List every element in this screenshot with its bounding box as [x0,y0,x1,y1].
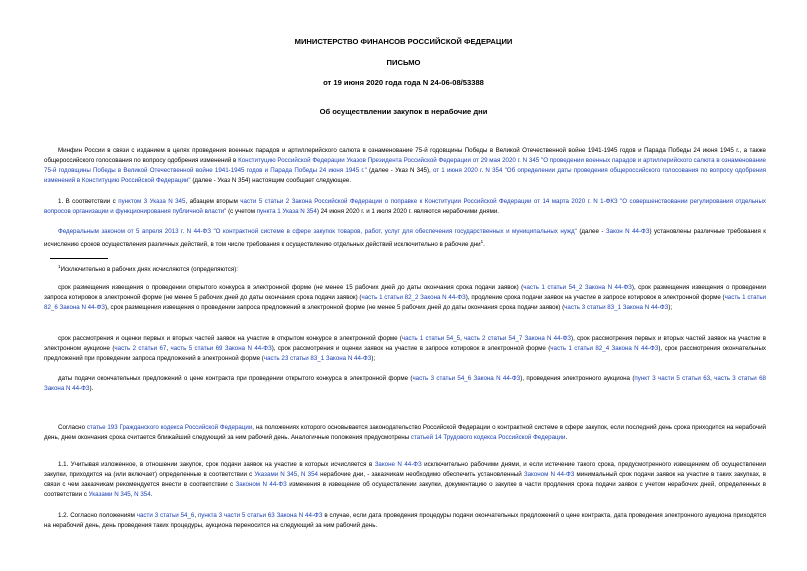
text: даты подачи окончательных предложений о цене контракта при проведении открытого конкурса в электронной форме ( [58,375,413,382]
footnote-separator [50,258,108,259]
link[interactable]: пункта 3 части 5 статьи 63 Закона N 44-ФЗ [197,512,323,519]
link-decree-345[interactable]: Указов Президента Российской Федерации от 29 мая 2020 г. N 345 "О проведении военных парадов и артиллерийского салюта в ознаменование 75-й годовщины Победы в Великой Отечественной войне 1941-1945 годов и Парада Победы 24 июня 1945 г." [44,157,766,174]
link[interactable]: часть 3 статьи 68 Закона N 44-ФЗ [44,375,766,392]
text: срок рассмотрения и оценки первых и вторых частей заявок на участие в открытом конкурсе в электронной форме ( [58,335,402,342]
link-law-44fz[interactable]: Закон N 44-ФЗ [605,228,650,235]
paragraph-1-2 [44,511,766,531]
link-fkz-1[interactable]: части 5 статьи 2 Закона Российской Федерации о поправке к Конституции Российской Федерации от 14 марта 2020 г. N 1-ФКЗ "О совершенствовании регулирования отдельных вопросов организации и функционирования публичной власти" [44,198,766,215]
text: , [194,512,198,519]
text: , [297,471,302,478]
text: . [483,241,485,249]
link-federal-law-44fz[interactable]: Федеральным законом от 5 апреля 2013 г. N 44-ФЗ "О контрактной системе в сфере закупок товаров, работ, услуг для обеспечения государственных и муниципальных нужд" [58,228,577,235]
text: Минфин России в связи с изданием в целях проведения военных парадов и артиллерийского салюта в ознаменование 75-й годовщины Победы в Великой Отечественной войне 1941-1945 годов и Парада Победы 24 июня 1945 г., а также общероссийского голосования по вопросу одобрения изменений в [44,147,766,164]
link-constitution[interactable]: Конституцию Российской Федерации [238,157,345,164]
footnote-text: Исключительно в рабочих днях исчисляются (определяются): [60,266,239,274]
link-decree-345-p3[interactable]: пунктом 3 Указа N 345 [118,198,186,205]
text: ), продление срока подачи заявок на участие в запросе котировок в электронной форме ( [465,294,725,301]
document-subject: Об осуществлении закупок в нерабочие дни [319,107,488,116]
text: ), срок размещения извещения о проведении запроса предложений в электронной форме (не менее 5 рабочих дней до даты окончания срока подачи заявок) ( [105,304,565,311]
text: , [166,345,171,352]
text: ), проведения электронного аукциона ( [520,375,635,382]
text: (далее - Указ N 345), [366,167,433,174]
text: , [710,375,715,382]
link[interactable]: часть 23 статьи 83_1 Закона N 44-ФЗ [263,355,372,362]
link[interactable]: части 3 статьи 54_6 [136,512,195,519]
link[interactable]: часть 2 статьи 54_7 Закона N 44-ФЗ [464,335,572,342]
link[interactable]: N 354 [134,491,151,498]
link[interactable]: часть 3 статьи 54_6 Закона N 44-ФЗ [412,375,521,382]
text: ), срок рассмотрения и оценки заявок на участие в запросе котировок в электронной форме ( [271,345,551,352]
link[interactable]: часть 1 статьи 82_6 Закона N 44-ФЗ [44,294,767,311]
text: , абзацем вторым [185,198,241,205]
link[interactable]: пункт 3 части 5 статьи 63 [634,375,711,382]
link[interactable]: Законе N 44-ФЗ [374,461,422,468]
text: ), срок размещения извещения о проведении запроса котировок в электронной форме (не менее 5 рабочих дней до даты окончания срока подачи заявок) ( [44,284,767,301]
text: ) 24 июня 2020 г. и 1 июля 2020 г. являются нерабочими днями. [316,208,499,215]
text: исключительно рабочими днями, и если истечение такого срока, предусмотренного извещением об осуществлении закупки, приходится на (или включает) определенные в соответствии с [44,461,766,478]
text: 1.1. Учитывая изложенное, в отношении закупок, срок подачи заявок на участие в которых исчисляется в [58,461,375,468]
text: ); [371,355,376,362]
paragraph-1-1 [44,460,766,500]
text: 1.2. Согласно положениям [58,512,137,519]
link[interactable]: Указами N 345 [254,471,298,478]
text: . [150,491,153,498]
link-decree-354[interactable]: от 1 июня 2020 г. N 354 "Об определении даты проведения общероссийского голосования по вопросу одобрения изменений в Конституцию Российской Федерации" [44,167,766,184]
text: ) установлены различные требования к исчислению сроков осуществления различных действий, в том числе требования к осуществлению отдельных действий исключительно в рабочие дни [44,228,766,249]
footnote-item-2 [44,334,766,364]
intro-paragraph [44,146,766,186]
text: ), срок рассмотрения первых и вторых частей заявок на участие в электронном аукционе ( [44,335,766,352]
text: срок размещения извещения о проведении открытого конкурса в электронной форме (не менее 15 рабочих дней до даты окончания срока подачи заявок) ( [58,284,524,291]
link[interactable]: Законом N 44-ФЗ [523,471,575,478]
text: минимальный срок подачи заявок на участие в таких закупках, в связи с чем заказчикам рекомендуется внести в соответствии с [44,471,767,488]
document-date-number: от 19 июня 2020 года года N 24-06-08/53388 [323,78,484,87]
text: нерабочие дни, - заказчикам необходимо обеспечить установленный [317,471,524,478]
ministry-title: МИНИСТЕРСТВО ФИНАНСОВ РОССИЙСКОЙ ФЕДЕРАЦИИ [294,37,513,46]
text: , [130,491,135,498]
link[interactable]: часть 1 статьи 82_2 Закона N 44-ФЗ [361,294,466,301]
footnote-ref[interactable]: 1 [480,239,484,244]
link-civil-code-193[interactable]: статье 193 Гражданского кодекса Российской Федерации [86,424,253,431]
text: 1. В соответствии с [58,198,119,205]
link-decree-354-p1[interactable]: пункта 1 Указа N 354 [256,208,317,215]
text: (далее - [576,228,606,235]
text: (далее - Указ N 354) настоящим сообщает следующее. [190,177,352,184]
text: Согласно [58,424,87,431]
text: ). [89,385,94,392]
link[interactable]: Указами N 345 [88,491,131,498]
footnote-item-1 [44,283,766,313]
paragraph-44fz [44,227,766,250]
link-labor-code-14[interactable]: статьей 14 Трудового кодекса Российской Федерации [410,434,566,441]
link[interactable]: часть 2 статьи 67 [114,345,167,352]
link[interactable]: часть 1 статьи 54_2 Закона N 44-ФЗ [523,284,632,291]
link[interactable]: часть 1 статьи 82_4 Закона N 44-ФЗ [550,345,659,352]
text: изменения в извещение об осуществлении закупки, документацию о закупке в части продления срока подачи заявок с учетом нерабочих дней, определенных в соответствии с [44,481,766,498]
text: ), срок рассмотрения окончательных предложений при проведении запроса предложений в электронной форме ( [44,345,766,362]
text: , на положениях которого основывается законодательство Российской Федерации о контрактной системе в сфере закупок, если последний день срока приходится на нерабочий день, днем окончания срока считается ближайший следующий за ним рабочий день. Аналогичные положения предусмотрены [44,424,766,441]
footnote-mark: 1 [58,264,61,269]
paragraph-civil-code [44,423,766,443]
link[interactable]: часть 3 статьи 83_1 Закона N 44-ФЗ [564,304,669,311]
footnote [44,262,766,275]
footnote-item-3 [44,374,766,394]
link[interactable]: часть 1 статьи 54_5 [401,335,461,342]
text: в случае, если дата проведения процедуры подачи окончательных предложений о цене контракта, дата проведения электронного аукциона приходятся на нерабочий день, день проведения таких процедуры, аукциона переносится на следующий за ним рабочий день. [44,512,766,529]
link[interactable]: Законом N 44-ФЗ [235,481,287,488]
text: (с учетом [226,208,257,215]
document-type: ПИСЬМО [386,58,421,67]
paragraph-1 [44,197,766,217]
text: , [460,335,465,342]
link[interactable]: часть 5 статьи 69 Закона N 44-ФЗ [170,345,272,352]
text: ); [668,304,673,311]
link[interactable]: N 354 [301,471,318,478]
text: . [565,434,568,441]
